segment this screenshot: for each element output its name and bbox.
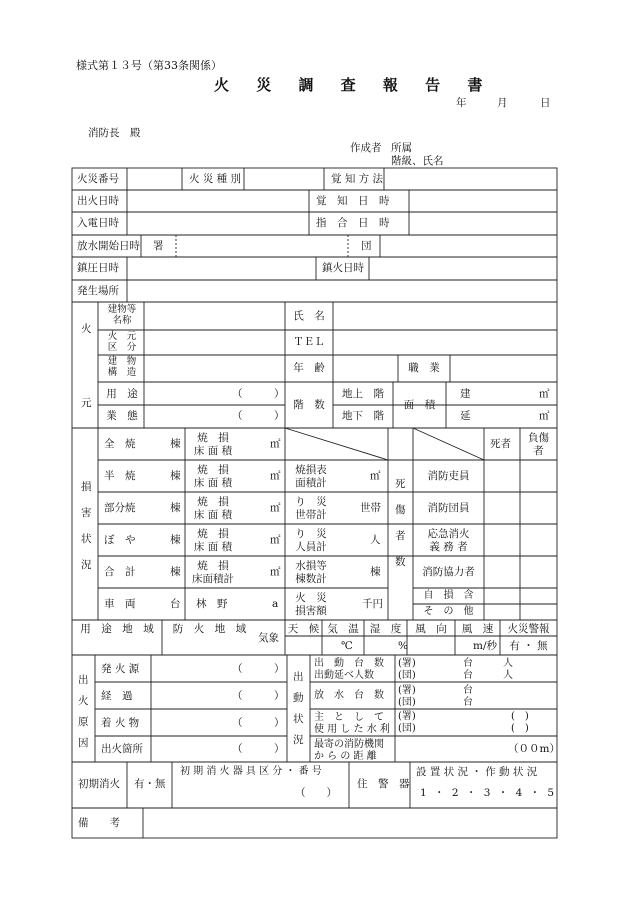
casualty-side-4: 数 (395, 556, 406, 568)
location-label: 発生場所 (77, 285, 119, 297)
station-label: 署 (153, 240, 164, 252)
damage-area-partial: 焼 損 床 面 積 (193, 496, 233, 521)
water-dan: (団) (398, 697, 416, 708)
day-label: 日 (540, 97, 551, 109)
fire-start-label: 出火日時 (77, 195, 119, 207)
damage-area-total: 焼 損 床面積計 (192, 560, 234, 585)
extinguisher-label: 初 期 消 火 器 具 区 分 ・ 番 号 (180, 766, 322, 777)
year-label: 年 (456, 97, 467, 109)
ignition-source-label: 発 火 源 (101, 663, 140, 675)
damage-area-unit-minor: ㎡ (270, 534, 281, 546)
speed-unit: m/秒 (473, 640, 497, 652)
team-label: 団 (361, 240, 372, 252)
damage-label-vehicle: 車 両 (104, 598, 136, 610)
month-label: 月 (497, 97, 508, 109)
damage-area-unit-total: ㎡ (270, 566, 281, 578)
use-label: 用 途 (106, 388, 138, 400)
households-label: り 災 世帯計 (295, 496, 327, 521)
main-water-dan: (団) (398, 723, 416, 734)
water-units-label: 放 水 台 数 (314, 690, 384, 701)
total-area-unit: ㎡ (539, 410, 550, 422)
installation-status-label: 設 置 状 況 ・ 作 動 状 況 (416, 766, 538, 778)
rank-name-label: 階級、氏名 (391, 155, 444, 167)
casualty-fire-corps: 消防団員 (427, 502, 470, 514)
units-dai-2: 台 (463, 670, 473, 681)
damage-area-minor: 焼 損 床 面 積 (193, 528, 233, 553)
fire-place-label: 出火箇所 (101, 743, 143, 755)
cause-side-2: 火 (78, 695, 89, 707)
built-area-unit: ㎡ (539, 388, 550, 400)
units-label: 出 動 台 数 (314, 658, 384, 669)
area-label: 面 積 (403, 399, 436, 411)
wind-speed-label: 風 速 (461, 623, 494, 635)
main-water-paren-1: ( ) (511, 711, 529, 722)
temp-unit: ℃ (341, 640, 353, 652)
damage-area-full: 焼 損 床 面 積 (193, 432, 233, 457)
units-nin-1: 人 (503, 658, 513, 669)
persons-dispatched-label: 出動延べ人数 (314, 670, 374, 681)
persons-unit: 人 (370, 534, 381, 546)
process-paren: （ ） (232, 690, 285, 702)
casualty-side-3: 者 (395, 530, 406, 542)
units-nin-2: 人 (503, 670, 513, 681)
damage-label-full: 全 焼 (104, 438, 136, 450)
temp-label: 気 温 (327, 623, 359, 635)
process-label: 経 過 (101, 690, 133, 702)
command-time-label: 指 合 日 時 (316, 217, 390, 229)
damage-area-unit-partial: ㎡ (270, 502, 281, 514)
place-paren: （ ） (232, 743, 285, 755)
extinguisher-paren: （ ） (295, 787, 337, 799)
origin-side-2: 元 (81, 397, 92, 409)
water-dai-1: 台 (463, 685, 473, 696)
damage-side-3: 状 (81, 533, 92, 545)
damage-unit-minor: 棟 (170, 534, 181, 546)
author-label: 作成者 (350, 142, 382, 154)
damage-unit-total: 棟 (170, 566, 181, 578)
ignited-paren: （ ） (232, 717, 285, 729)
distance-value: （００m） (508, 743, 560, 755)
initial-yes-no: 有・無 (134, 778, 166, 790)
alarm-label: 火災警報 (507, 623, 550, 635)
act-side-3: 状 (293, 713, 304, 725)
households-unit: 世帯 (360, 502, 381, 514)
casualty-obligated: 応急消火 義 務 者 (427, 528, 470, 553)
injured-header: 負傷 者 (528, 432, 549, 457)
source-paren: （ ） (232, 663, 285, 675)
alarm-value: 有 ・ 無 (509, 640, 548, 652)
extinguished-label: 鎮火日時 (322, 262, 364, 274)
units-sho: (署) (398, 658, 416, 669)
water-sho: (署) (398, 685, 416, 696)
act-side-1: 出 (293, 671, 304, 683)
casualty-side-2: 傷 (395, 504, 406, 516)
damage-label-partial: 部分焼 (104, 502, 136, 514)
origin-class-label: 火 元 区 分 (107, 331, 137, 353)
total-area-label: 延 (460, 410, 471, 422)
occupation-label: 職 業 (408, 362, 440, 374)
persons-label: り 災 人員計 (295, 528, 327, 553)
damage-area-unit-full: ㎡ (270, 438, 281, 450)
damage-area-unit-forest: a (272, 598, 279, 610)
origin-side-1: 火 (81, 323, 92, 335)
water-dai-2: 台 (463, 697, 473, 708)
age-label: 年 齢 (293, 362, 325, 374)
damage-area-unit-half: ㎡ (270, 470, 281, 482)
casualty-fire-staff: 消防吏員 (427, 470, 470, 482)
page-title: 火 災 調 査 報 告 書 (214, 76, 494, 94)
cause-side-1: 出 (78, 674, 89, 686)
main-water-sho: (署) (398, 711, 416, 722)
call-time-label: 入電日時 (77, 217, 119, 229)
fire-number-label: 火災番号 (77, 173, 119, 185)
units-dai-1: 台 (463, 658, 473, 669)
fire-area-label: 防 火 地 域 (172, 623, 247, 635)
loss-amount-label: 火 災 損害額 (295, 592, 327, 617)
use-paren: （ ） (232, 388, 285, 400)
damage-side-4: 況 (81, 559, 92, 571)
cause-side-3: 原 (78, 716, 89, 728)
weather-label: 気象 (258, 632, 279, 644)
structure-label: 建 物 構 造 (107, 356, 137, 378)
floors-label: 階 数 (293, 399, 325, 411)
suppressed-label: 鎮圧日時 (77, 262, 119, 274)
remarks-label: 備 考 (78, 817, 120, 829)
water-damage-label: 水損等 棟数計 (295, 560, 327, 585)
damage-area-half: 焼 損 床 面 積 (193, 464, 233, 489)
main-water-label: 主 と し て 使 用 し た 水 利 (314, 712, 390, 735)
tel-label: ＴＥＬ (293, 336, 325, 348)
detection-time-label: 覚 知 日 時 (316, 195, 390, 207)
fire-type-label: 火 災 種 別 (189, 173, 242, 185)
damage-label-minor: ぼ や (104, 534, 136, 546)
cause-side-4: 因 (78, 737, 89, 749)
act-side-2: 動 (293, 692, 304, 704)
name-label: 氏 名 (293, 310, 325, 322)
use-area-label: 用 途 地 域 (80, 623, 154, 635)
water-damage-unit: 棟 (370, 566, 381, 578)
units-dan: (団) (398, 670, 416, 681)
surface-area-label: 焼損表 面積計 (295, 464, 327, 489)
damage-unit-partial: 棟 (170, 502, 181, 514)
below-ground-label: 地下 階 (342, 410, 384, 422)
casualty-cooperator: 消防協力者 (422, 566, 475, 578)
damage-unit-full: 棟 (170, 438, 181, 450)
wind-direction-label: 風 向 (415, 623, 447, 635)
damage-area-forest: 林 野 (196, 598, 228, 610)
affiliation-label: 所属 (391, 142, 412, 154)
damage-side-1: 損 (81, 481, 92, 493)
act-side-4: 況 (293, 734, 304, 746)
ignited-object-label: 着 火 物 (101, 717, 140, 729)
above-ground-label: 地上 階 (342, 388, 384, 400)
business-paren: （ ） (232, 410, 285, 422)
humidity-unit: % (398, 640, 408, 652)
detection-method-label: 覚 知 方 法 (331, 173, 384, 185)
damage-side-2: 害 (81, 507, 92, 519)
home-alarm-label: 住 警 器 (357, 778, 410, 790)
water-start-label: 放水開始日時 (77, 240, 140, 252)
surface-area-unit: ㎡ (370, 470, 381, 482)
damage-unit-half: 棟 (170, 470, 181, 482)
distance-label: 最寄の消防機関 か ら の 距 離 (314, 739, 384, 762)
status-numbers: 1 ・ 2 ・ 3 ・ 4 ・ 5 (420, 787, 557, 799)
business-label: 業 態 (106, 410, 138, 422)
dead-header: 死者 (490, 438, 511, 450)
loss-amount-unit: 千円 (362, 598, 383, 610)
damage-label-total: 合 計 (104, 566, 136, 578)
main-water-paren-2: ( ) (511, 723, 529, 734)
addressee: 消防長 殿 (88, 127, 141, 139)
built-area-label: 建 (460, 388, 471, 400)
initial-extinguish-label: 初期消火 (78, 778, 120, 790)
form-number: 様式第１３号（第33条関係） (76, 59, 222, 72)
humidity-label: 湿 度 (369, 623, 402, 635)
building-name-label: 建物等 名称 (107, 304, 137, 327)
casualty-other: そ の 他 (423, 606, 474, 617)
sky-label: 天 候 (287, 623, 320, 635)
damage-label-half: 半 焼 (104, 470, 136, 482)
casualty-side-1: 死 (395, 478, 406, 490)
casualty-self: 自 損 含 (423, 590, 474, 601)
damage-unit-vehicle: 台 (170, 598, 181, 610)
